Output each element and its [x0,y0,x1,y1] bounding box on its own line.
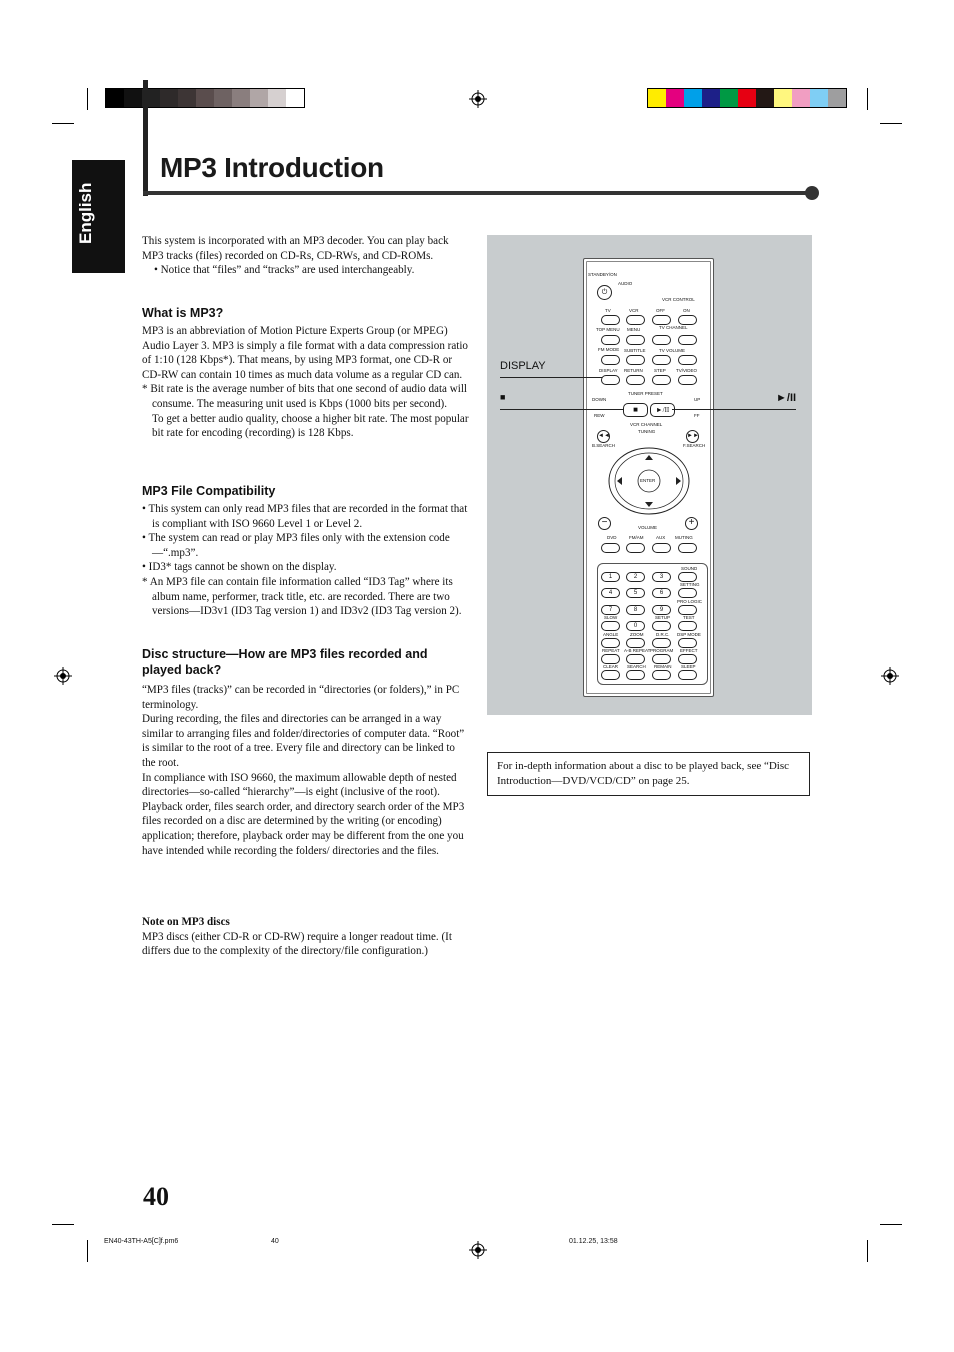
remote-label: TUNING [638,429,656,434]
number-button[interactable]: 2 [626,572,645,582]
compat-item: • ID3* tags cannot be shown on the display. [142,561,337,574]
disc-paragraph: Playback order, files search order, and directory search order of the MP3 files recorded on a disc are determined by the writing (or encoding) application; therefore, playback order may be different from the one you have intended while recording the folders/ directories and the files. [142,800,465,857]
registration-mark-icon [881,667,899,685]
what-is-footnote-cont: To get a better audio quality, choose a higher bit rate. The most popular bit rate for encoding (recording) is 128 Kbps. [152,412,469,440]
intro-section [142,234,470,278]
remote-label: VCR CHANNEL [630,422,663,427]
remote-label: VCR [629,308,639,313]
compat-section [142,483,470,619]
effect-button[interactable] [678,654,697,664]
remote-label: SEARCH [627,664,646,669]
play-pause-button[interactable]: ►/II [650,403,675,417]
intro-bullet: • Notice that “files” and “tracks” are used interchangeably. [154,264,415,277]
tv-channel-minus-button[interactable] [652,335,671,345]
remote-label: REPEAT [602,648,620,653]
remote-label: UP [694,397,701,402]
standby-button[interactable]: ⏻ [597,285,612,300]
remote-label: TOP MENU [596,327,620,332]
remote-label: FM MODE [598,347,620,352]
note-text: MP3 discs (either CD-R or CD-RW) require a longer readout time. (It differs due to the complexity of the directory/file configuration.) [142,930,452,958]
remote-label: DOWN [592,397,607,402]
f-search-button[interactable]: ►► [686,430,699,443]
stop-button[interactable]: ■ [623,403,648,417]
volume-minus-button[interactable]: − [598,517,611,530]
crop-mark [52,123,74,124]
crop-mark [87,1240,88,1262]
remote-label: CLEAR [603,664,619,669]
clear-button[interactable] [601,670,620,680]
step-button[interactable] [652,375,671,385]
test-button[interactable] [678,621,697,631]
volume-plus-button[interactable]: + [685,517,698,530]
callout-play-line [672,409,796,410]
number-button[interactable]: 9 [652,605,671,615]
what-is-text: MP3 is an abbreviation of Motion Picture Experts Group (or MPEG) Audio Layer 3. MP3 is simply a file format with a data compression ratio of 1:10 (128 Kbps*). That means, by using MP3 format, one CD-R or CD-RW can contain 10 times as much data volume as a regular CD can. [142,325,468,381]
title-rule-dot [805,186,819,200]
remote-label: PRO LOGIC [677,599,703,604]
remote-label: TV/VIDEO [676,368,698,373]
remote-label: TV [605,308,611,313]
footer-file: EN40-43TH-A5[C]f.pm6 [104,1238,179,1245]
remote-label: TUNER PRESET [628,391,663,396]
remote-label: STEP [654,368,666,373]
remote-label: STANDBY/ON [588,272,617,277]
compat-item: * An MP3 file can contain file information called “ID3 Tag” where its album name, performer, track title, etc. are recorded. There are two versions—ID3v1 (ID3 Tag version 1) and ID3v2 (ID3 Tag version 2). [142,575,462,618]
remote-label: VCR CONTROL [662,297,695,302]
number-button[interactable]: 8 [626,605,645,615]
angle-button[interactable] [601,638,620,648]
remote-label: TV CHANNEL [659,325,688,330]
repeat-button[interactable] [601,654,620,664]
language-tab [72,160,125,273]
zoom-button[interactable] [626,638,645,648]
ab-repeat-button[interactable] [626,654,645,664]
remote-label: ENTER [640,478,656,483]
remote-label: ANGLE [603,632,619,637]
remote-label: REMAIN [654,664,672,669]
b-search-button[interactable]: ◄◄ [597,430,610,443]
top-menu-button[interactable] [601,335,620,345]
remote-label: FF [694,413,700,418]
return-button[interactable] [626,375,645,385]
remote-label: RETURN [624,368,643,373]
page-number: 40 [143,1182,169,1211]
tv-volume-minus-button[interactable] [652,355,671,365]
crop-mark [880,1224,902,1225]
remote-label: MUTING [675,535,693,540]
remote-label: EFFECT [680,648,698,653]
dsp-mode-button[interactable] [678,638,697,648]
sleep-button[interactable] [678,670,697,680]
number-button[interactable]: 6 [652,588,671,598]
search-button[interactable] [626,670,645,680]
remote-label: AUX [656,535,666,540]
crop-mark [867,88,868,110]
remote-label: SLOW [604,615,618,620]
registration-mark-icon [54,667,72,685]
number-button[interactable]: 0 [626,621,645,631]
remote-label: PROGRAM [650,648,674,653]
display-button[interactable] [601,375,620,385]
disc-paragraph: During recording, the files and directories can be arranged in a way similar to arranging files and folder/directories of computer data. “Root” is similar to the root of a tree. Every file and directory can be linked to the root. [142,713,465,769]
what-is-heading: What is MP3? [142,306,224,320]
registration-mark-icon [469,90,487,108]
remain-button[interactable] [652,670,671,680]
number-button[interactable]: 3 [652,572,671,582]
callout-display: DISPLAY [500,360,546,372]
footer-page: 40 [271,1238,279,1245]
number-button[interactable]: 7 [601,605,620,615]
remote-label: D.R.C. [656,632,670,637]
number-button[interactable]: 1 [601,572,620,582]
color-swatch-bar [647,88,847,108]
gray-swatch-bar [105,88,305,108]
crop-mark [87,88,88,110]
remote-label: ZOOM [630,632,644,637]
disc-paragraph: In compliance with ISO 9660, the maximum allowable depth of nested directories—so-called “hierarchy”—is eight (inclusive of the root). [142,771,457,799]
title-bar-accent [143,80,148,196]
remote-label: DISPLAY [599,368,618,373]
remote-label: TEST [683,615,695,620]
drc-button[interactable] [652,638,671,648]
callout-stop: ■ [500,392,506,402]
vcr-off-button[interactable] [652,315,671,325]
remote-label: VOLUME [638,525,658,530]
compat-item: • This system can only read MP3 files that are recorded in the format that is compliant with ISO 9660 Level 1 or Level 2. [142,503,468,530]
remote-label: FM/AM [629,535,644,540]
number-button[interactable]: 5 [626,588,645,598]
registration-mark-icon [469,1241,487,1259]
remote-label: B.SEARCH [592,443,616,448]
fm-am-button[interactable] [626,543,645,553]
tv-power-button[interactable] [601,315,620,325]
disc-heading: Disc structure—How are MP3 files recorded and played back? [142,647,428,677]
muting-button[interactable] [678,543,697,553]
remote-label: OFF [656,308,665,313]
vcr-on-button[interactable] [678,315,697,325]
vcr-power-button[interactable] [626,315,645,325]
callout-play: ►/II [776,392,797,404]
crop-mark [867,1240,868,1262]
remote-label: SETUP [655,615,671,620]
tv-video-button[interactable] [678,375,697,385]
note-section [142,915,470,959]
page-title: MP3 Introduction [160,152,384,183]
disc-section [142,646,470,858]
setup-button[interactable] [652,621,671,631]
intro-text: This system is incorporated with an MP3 decoder. You can play back MP3 tracks (files) recorded on CD-Rs, CD-RWs, and CD-ROMs. [142,235,449,262]
disc-paragraph: “MP3 files (tracks)” can be recorded in “directories (or folders),” in PC terminology. [142,684,460,711]
subtitle-button[interactable] [626,355,645,365]
setting-button[interactable] [678,588,697,598]
number-button[interactable]: 4 [601,588,620,598]
remote-label: REW [594,413,605,418]
remote-label: F.SEARCH [683,443,706,448]
title-rule [143,191,810,195]
callout-stop-line [500,409,624,410]
dvd-button[interactable] [601,543,620,553]
note-heading: Note on MP3 discs [142,916,230,928]
remote-label: DSP MODE [677,632,701,637]
remote-label: A-B REPEAT [624,648,651,653]
remote-label: SOUND [681,566,698,571]
remote-label: SETTING [680,582,700,587]
remote-label: MENU [627,327,641,332]
remote-label: SUBTITLE [624,348,646,353]
remote-label: TV VOLUME [659,348,686,353]
menu-button[interactable] [626,335,645,345]
pro-logic-button[interactable] [678,605,697,615]
fm-mode-button[interactable] [601,355,620,365]
compat-heading: MP3 File Compatibility [142,484,276,498]
tv-volume-plus-button[interactable] [678,355,697,365]
crop-mark [52,1224,74,1225]
remote-label: AUDIO [618,281,633,286]
info-box: For in-depth information about a disc to be played back, see “Disc Introduction—DVD/VCD/CD” on page 25. [487,752,810,796]
what-is-section [142,305,470,441]
sound-button[interactable] [678,572,697,582]
tv-channel-plus-button[interactable] [678,335,697,345]
program-button[interactable] [652,654,671,664]
remote-label: ON [683,308,690,313]
what-is-footnote: * Bit rate is the average number of bits that one second of audio data will consume. The measuring unit used is Kbps (1000 bits per second). [142,383,468,410]
crop-mark [880,123,902,124]
slow-button[interactable] [601,621,620,631]
remote-label: SLEEP [681,664,696,669]
compat-item: • The system can read or play MP3 files only with the extension code—“.mp3”. [142,532,450,559]
language-tab-label: English [76,182,95,244]
footer-date: 01.12.25, 13:58 [569,1238,618,1245]
remote-label: DVD [607,535,617,540]
aux-button[interactable] [652,543,671,553]
callout-display-line [500,377,602,378]
